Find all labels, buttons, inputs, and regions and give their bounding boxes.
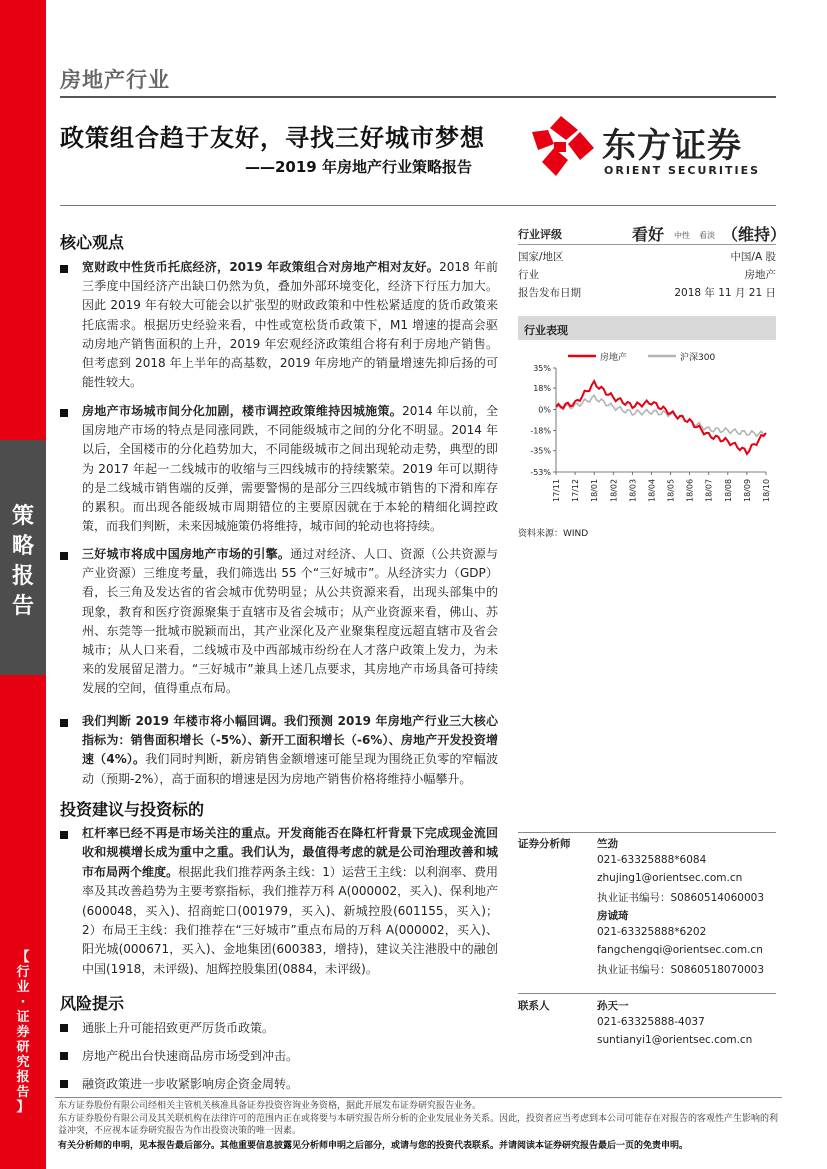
analyst-phone: 021-63325888*6202	[597, 926, 707, 938]
sidebar-bottom-char: 业	[16, 980, 30, 995]
x-tick-label: 17/12	[571, 478, 581, 502]
x-tick-label: 18/09	[742, 478, 752, 502]
sidebar-char: 报	[11, 564, 34, 589]
x-tick-label: 18/01	[590, 478, 600, 502]
sidebar-report-type	[0, 950, 46, 1115]
sidebar-section-block	[0, 440, 46, 675]
core-item-body: 我们同时判断，新房销售金额增速可能呈现为围绕正负零的窄幅波动（预期-2%），高于面积的增速是因为房地产销售价格将维持小幅攀升。	[82, 752, 498, 786]
logo-english-name: ORIENT SECURITIES	[604, 164, 761, 177]
y-tick-label: -53%	[530, 468, 551, 477]
core-item-body: 2014 年以前，全国房地产市场的特点是同涨同跌，不同能级城市之间的分化不明显。2014 年以后，全国楼市的分化趋势加大，不同能级城市之间出现轮动走势，典型的即为 2017 年起一二线城市的收缩与三四线城市的持续繁荣。2019 年可以期待的是二线城市销售端的反弹，需要警惕的是部分三四线城市销售的下滑和库存的累积。而出现各能级城市周期错位的主要原因就在于本轮的精细化调控政策，而我们判断，未来因城施策仍将维持，城市间的轮动也将持续。	[82, 404, 498, 534]
risk-item: 通胀上升可能招致更严厉货币政策。	[82, 1021, 275, 1035]
core-item-2	[82, 402, 498, 536]
footer-divider	[55, 1097, 782, 1098]
analyst-name: 房诚琦	[597, 910, 629, 922]
logo-chinese-name: 东方证券	[602, 126, 742, 166]
sidebar-bottom-char: 券	[16, 1025, 30, 1040]
bullet-icon	[60, 1080, 68, 1088]
analyst-phone: 021-63325888*6084	[597, 854, 707, 866]
analyst-divider	[518, 832, 776, 833]
sidebar-bottom-char: 证	[16, 1010, 30, 1025]
analyst-name: 竺劲	[597, 838, 618, 850]
series-line	[556, 381, 766, 454]
report-subtitle: ——2019 年房地产行业策略报告	[245, 158, 472, 176]
footer-line-3: 有关分析师的申明，见本报告最后部分。其他重要信息披露见分析师申明之后部分，或请与您的投资代表联系。并请阅读本证券研究报告最后一页的免责申明。	[58, 1141, 689, 1151]
core-item-lead: 房地产市场城市间分化加剧，楼市调控政策维持因城施策。	[82, 404, 403, 418]
industry-label: 房地产行业	[60, 68, 170, 92]
bullet-icon	[60, 552, 68, 560]
sidebar-char: 略	[11, 534, 34, 559]
chart-source: 资料来源：WIND	[518, 529, 589, 539]
bullet-icon	[60, 265, 68, 273]
logo-mark-icon	[526, 114, 596, 180]
core-item-lead: 宽财政中性货币托底经济，2019 年政策组合对房地产相对友好。	[82, 260, 440, 274]
bullet-icon	[60, 719, 68, 727]
y-tick-label: -35%	[530, 446, 551, 456]
x-tick-label: 18/02	[609, 478, 619, 502]
invest-lead: 杠杆率已经不再是市场关注的重点。开发商能否在降杠杆背景下完成现金流回收和规模增长成为重中之重。我们认为，最值得考虑的就是公司治理改善和城市布局两个维度。	[82, 826, 498, 879]
rating-neutral: 中性	[674, 231, 690, 240]
risk-item: 融资政策进一步收紧影响房企资金周转。	[82, 1077, 299, 1091]
contact-phone: 021-63325888-4037	[597, 1016, 705, 1028]
sidebar-bottom-char: ·	[20, 995, 26, 1010]
x-tick-label: 18/06	[685, 478, 695, 502]
performance-chart	[518, 346, 776, 516]
legend-label: 房地产	[600, 353, 628, 363]
sidebar-bottom-char: 告	[16, 1085, 30, 1100]
footer-line-1: 东方证券股份有限公司经相关主管机关核准具备证券投资咨询业务资格，据此开展发布证券研究报告业务。	[58, 1101, 482, 1111]
y-tick-label: -18%	[530, 426, 551, 436]
info-key: 行业	[518, 269, 539, 281]
core-item-4	[82, 712, 498, 789]
rating-divider	[518, 244, 776, 245]
invest-body: 根据此我们推荐两条主线：1）运营王主线：以利润率、费用率及其改善趋势为主要考察指标，我们推荐万科 A(000002，买入)、保利地产(600048，买入)、招商蛇口(001979，买入)、新城控股(601155，买入)；2）布局王主线：我们推荐在“三好城市”重点布局的万科 A(000002，买入)、阳光城(000671，买入)、金地集团(600383，增持)，建议关注港股中的融创中国(1918，未评级)、旭辉控股集团(0884，未评级)。	[82, 864, 498, 976]
bullet-icon	[60, 1024, 68, 1032]
x-tick-label: 18/05	[666, 478, 676, 502]
core-item-body: 通过对经济、人口、资源（公共资源与产业资源）三维度考量，我们筛选出 55 个“三好城市”。从经济实力（GDP）看，长三角及发达省的省会城市优势明显；从公共资源来看，出现头部集中的现象，教育和医疗资源聚集于直辖市及省会城市；从产业资源来看，佛山、苏州、东莞等一批城市脱颖而出，其产业深化及产业聚集程度远超直辖市及省会城市；从人口来看，二线城市及中西部城市纷纷在人才落户政策上发力，为未来的发展留足潜力。“三好城市”兼具上述几点要求，其房地产市场具备可持续发展的空间，值得重点布局。	[82, 547, 498, 696]
risk-heading: 风险提示	[60, 994, 125, 1013]
analyst-cert: 执业证书编号：S0860518070003	[597, 964, 765, 976]
info-key: 报告发布日期	[518, 287, 581, 299]
x-tick-label: 18/03	[628, 478, 638, 502]
sidebar-bottom-char: 行	[16, 965, 30, 980]
rating-hold: （维持）	[722, 225, 787, 244]
analyst-email[interactable]: zhujing1@orientsec.com.cn	[597, 872, 743, 884]
rating-label: 行业评级	[518, 228, 562, 241]
core-item-1	[82, 258, 498, 392]
bullet-icon	[60, 1052, 68, 1060]
x-tick-label: 18/10	[762, 478, 771, 502]
analyst-label: 证券分析师	[518, 838, 571, 850]
sidebar-bottom-char: 【	[16, 950, 30, 965]
y-tick-label: 0%	[538, 405, 551, 415]
risk-item: 房地产税出台快速商品房市场受到冲击。	[82, 1049, 299, 1063]
sidebar-bottom-char: 】	[16, 1100, 30, 1115]
x-tick-label: 17/11	[552, 478, 561, 502]
core-item-lead: 三好城市将成中国房地产市场的引擎。	[82, 547, 291, 561]
footer-line-2: 东方证券股份有限公司及其关联机构在法律许可的范围内正在或将要与本研究报告所分析的企业发展业务关系。因此，投资者应当考虑到本公司可能存在对报告的客观性产生影响的利益冲突，不应视本证券研究报告为作出投资决策的唯一因素。	[58, 1114, 779, 1136]
performance-label: 行业表现	[524, 324, 568, 337]
core-item-lead: 我们判断 2019 年楼市将小幅回调。我们预测 2019 年房地产行业三大核心指标为：销售面积增长（-5%）、新开工面积增长（-6%）、房地产开发投资增速（4%）。	[82, 714, 498, 767]
report-title: 政策组合趋于友好，寻找三好城市梦想	[60, 124, 485, 152]
performance-header	[518, 316, 776, 340]
core-item-3	[82, 545, 498, 699]
bullet-icon	[60, 831, 68, 839]
info-value: 中国/A 股	[730, 251, 776, 263]
x-tick-label: 18/07	[704, 478, 714, 502]
info-value: 房地产	[744, 269, 776, 281]
invest-paragraph	[82, 824, 498, 979]
section-divider	[60, 205, 776, 206]
sidebar-char: 策	[11, 504, 34, 529]
sidebar-bottom-char: 报	[16, 1070, 30, 1085]
sidebar-bottom-char: 研	[16, 1040, 30, 1055]
contact-label: 联系人	[518, 1000, 550, 1012]
rating-bearish: 看淡	[699, 231, 715, 240]
series-line	[556, 395, 766, 436]
y-tick-label: 18%	[533, 384, 551, 394]
invest-heading: 投资建议与投资标的	[60, 800, 205, 819]
sidebar-char: 告	[11, 594, 34, 619]
core-item-body: 2018 年前三季度中国经济产出缺口仍然为负，叠加外部环境变化，经济下行压力加大。因此 2019 年有较大可能会以扩张型的财政政策和中性松紧适度的货币政策来托底需求。根据历史经验来看，中性或宽松货币政策下，M1 增速的提高会驱动房地产销售面积的上升，2019 年宏观经济政策组合将有利于房地产销售。但考虑到 2018 年上半年的高基数，2019 年房地产的销量增速先抑后扬的可能性较大。	[82, 260, 498, 390]
legend-label: 沪深300	[680, 353, 716, 363]
x-tick-label: 18/08	[723, 478, 733, 502]
bullet-icon	[60, 409, 68, 417]
x-tick-label: 18/04	[647, 478, 657, 502]
contact-name: 孙天一	[597, 1000, 629, 1012]
company-logo	[526, 114, 776, 184]
core-heading: 核心观点	[60, 233, 125, 252]
contact-email[interactable]: suntianyi1@orientsec.com.cn	[597, 1034, 753, 1046]
analyst-cert: 执业证书编号：S0860514060003	[597, 892, 765, 904]
info-value: 2018 年 11 月 21 日	[674, 287, 776, 299]
sidebar-bottom-char: 究	[16, 1055, 30, 1070]
analyst-email[interactable]: fangchengqi@orientsec.com.cn	[597, 944, 763, 956]
y-tick-label: 35%	[533, 364, 551, 373]
header-divider	[60, 96, 776, 98]
contact-divider	[518, 993, 776, 994]
info-key: 国家/地区	[518, 251, 564, 263]
rating-value: 看好	[632, 225, 665, 244]
